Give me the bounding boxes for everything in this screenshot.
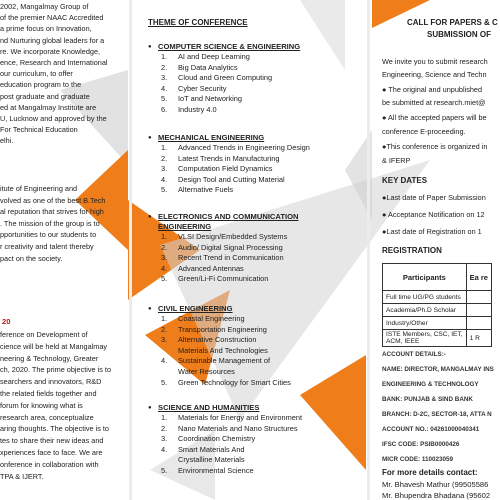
paragraph-line: al reputation that strives for high bbox=[0, 207, 104, 217]
section-title: ● ELECTRONICS AND COMMUNICATION bbox=[148, 212, 364, 222]
paragraph-line: 2002, Mangalmay Group of bbox=[0, 2, 89, 11]
section-title: ● MECHANICAL ENGINEERING bbox=[148, 133, 364, 143]
key-date-submission: ●Last date of Paper Submission bbox=[382, 193, 486, 202]
paragraph-line: volved as one of the best B.Tech bbox=[0, 195, 106, 205]
registration-title: REGISTRATION bbox=[382, 246, 442, 255]
topic-item: Cyber Security bbox=[178, 83, 227, 93]
topic-item: Environmental Science bbox=[178, 465, 254, 475]
topic-item: Cloud and Green Computing bbox=[178, 73, 273, 83]
participant-cell: ISTE Members, CSC, IET, ACM, IEEE bbox=[383, 330, 467, 347]
paragraph-line: a prime focus on Innovation, bbox=[0, 24, 92, 34]
paragraph-line: our curriculum, to offer bbox=[0, 69, 73, 79]
paragraph-line: aring thoughts. The objective is to bbox=[0, 424, 109, 434]
bullet-original-line1: ● The original and unpublished bbox=[382, 85, 483, 94]
left-panel bbox=[0, 0, 128, 500]
topic-item: Materials for Energy and Environment bbox=[178, 413, 303, 422]
paragraph-line: post graduate and graduate bbox=[0, 91, 90, 101]
account-ifsc: IFSC CODE: PSIB0000426 bbox=[382, 441, 460, 448]
paragraph-line: nd Nurturing global leaders for a bbox=[0, 35, 105, 45]
bullet-organized-line1: ●This conference is organized in bbox=[382, 142, 488, 151]
topic-item: VLSI Design/Embedded Systems bbox=[178, 232, 288, 241]
account-number: ACCOUNT NO.: 04261000040341 bbox=[382, 426, 480, 433]
paragraph-line: forum for knowing what is bbox=[0, 400, 83, 410]
paragraph-line: U, Lucknow and approved by the bbox=[0, 114, 107, 123]
paragraph-line: re. We incorporate Knowledge, bbox=[0, 46, 101, 56]
table-header-fee: Ea re bbox=[466, 264, 491, 291]
conference-heading: 20 bbox=[2, 317, 11, 326]
participant-cell: Full time UG/PG students bbox=[383, 291, 467, 304]
topic-item: Coordination Chemistry bbox=[178, 434, 256, 444]
paragraph-line: pact on the society. bbox=[0, 253, 63, 263]
topic-item: Alternative Fuels bbox=[178, 185, 234, 195]
theme-section bbox=[148, 212, 364, 285]
theme-section bbox=[148, 133, 364, 196]
right-panel bbox=[372, 0, 500, 500]
paragraph-line: xperiences face to face. We are bbox=[0, 448, 103, 457]
topic-item: Nano Materials and Nano Structures bbox=[178, 423, 298, 433]
paragraph-line: . The mission of the group is to bbox=[0, 218, 100, 228]
contact-title: For more details contact: bbox=[382, 468, 478, 477]
bullet-accepted-line1: ● All the accepted papers will be bbox=[382, 113, 487, 122]
bullet-accepted-line2: conference E-proceeding. bbox=[382, 127, 466, 136]
bullet-organized-line2: & IFERP bbox=[382, 156, 411, 165]
account-branch: BRANCH: D-2C, SECTOR-18, ATTA N bbox=[382, 411, 492, 418]
paragraph-line: r creativity and talent thereby bbox=[0, 242, 94, 251]
invite-line2: Engineering, Science and Techn bbox=[382, 70, 487, 79]
paragraph-line: TPA & IJERT. bbox=[0, 471, 44, 481]
account-details-title: ACCOUNT DETAILS:- bbox=[382, 351, 446, 358]
topic-item: Advanced Antennas bbox=[178, 263, 244, 273]
fee-cell: 1 R bbox=[466, 330, 491, 347]
fee-cell bbox=[466, 304, 491, 317]
paragraph-line: elhi. bbox=[0, 136, 14, 146]
topic-item: Transportation Engineering bbox=[178, 324, 267, 334]
paragraph-line: the related fields together and bbox=[0, 389, 97, 398]
paragraph-line: neering & Technology, Greater bbox=[0, 353, 99, 363]
bullet-original-line2: be submitted at research.miet@ bbox=[382, 98, 486, 107]
account-bank: BANK: PUNJAB & SIND BANK bbox=[382, 396, 473, 403]
table-row bbox=[383, 304, 492, 317]
topic-item: Latest Trends in Manufacturing bbox=[178, 153, 280, 163]
section-title-line2: ENGINEERING bbox=[158, 222, 212, 231]
paragraph-line: itute of Engineering and bbox=[0, 184, 78, 193]
theme-panel bbox=[134, 0, 366, 500]
section-title: ● SCIENCE AND HUMANITIES bbox=[148, 403, 364, 413]
account-name-line2: ENGINEERING & TECHNOLOGY bbox=[382, 381, 479, 388]
topic-item: Green Technology for Smart Cities bbox=[178, 377, 291, 387]
paragraph-line: For Technical Education bbox=[0, 125, 78, 135]
topic-item: Design Tool and Cutting Material bbox=[178, 174, 285, 184]
theme-title: THEME OF CONFERENCE bbox=[148, 18, 248, 27]
theme-section bbox=[148, 42, 364, 116]
paragraph-line: searchers and innovators, R&D bbox=[0, 377, 102, 387]
registration-table bbox=[382, 263, 492, 347]
paragraph-line: ed at Mangalmay Institute are bbox=[0, 102, 97, 112]
theme-section bbox=[148, 304, 364, 388]
paragraph-line: ference on Development of bbox=[0, 330, 88, 339]
paragraph-line: tes to share their new ideas and bbox=[0, 436, 104, 446]
fee-cell bbox=[466, 291, 491, 304]
paragraph-line: education program to the bbox=[0, 80, 82, 90]
key-date-registration: ●Last date of Registration on 1 bbox=[382, 227, 482, 236]
topic-item: Green/Li-Fi Communication bbox=[178, 274, 269, 284]
call-title-line2: SUBMISSION OF bbox=[427, 30, 492, 39]
topic-item: Industry 4.0 bbox=[178, 104, 217, 114]
topic-item: Big Data Analytics bbox=[178, 62, 238, 72]
paragraph-line: cience will be held at Mangalmay bbox=[0, 341, 108, 351]
section-title: ● COMPUTER SCIENCE & ENGINEERING bbox=[148, 42, 364, 52]
topic-item: Sustainable Management of Water Resources bbox=[178, 356, 271, 376]
theme-section bbox=[148, 403, 364, 477]
topic-item: Alternative Construction Materials And Technologies bbox=[178, 335, 268, 355]
topic-item: Smart Materials And Crystalline Materials bbox=[178, 444, 245, 465]
key-dates-title: KEY DATES bbox=[382, 176, 428, 185]
account-micr: MICR CODE: 110023059 bbox=[382, 456, 454, 463]
paragraph-line: ch, 2020. The prime objective is to bbox=[0, 365, 111, 375]
paragraph-line: ence, Research and International bbox=[0, 58, 108, 67]
fee-cell bbox=[466, 317, 491, 330]
table-header-participants: Participants bbox=[383, 264, 467, 291]
topic-item: Computation Field Dynamics bbox=[178, 164, 273, 174]
participant-cell: Academia/Ph.D Scholar bbox=[383, 304, 467, 317]
fold-separator-left bbox=[129, 0, 132, 500]
topic-item: IoT and Networking bbox=[178, 94, 242, 104]
section-title: ● CIVIL ENGINEERING bbox=[148, 304, 364, 314]
paragraph-line: pportunities to our students to bbox=[0, 230, 97, 240]
key-date-acceptance: ● Acceptance Notification on 12 bbox=[382, 210, 485, 219]
topic-item: Coastal Engineering bbox=[178, 314, 245, 323]
topic-item: Advanced Trends in Engineering Design bbox=[178, 143, 310, 152]
contact-person-2: Mr. Bhupendra Bhadana (95602 bbox=[382, 491, 491, 500]
paragraph-line: of the premier NAAC Accredited bbox=[0, 13, 104, 23]
topic-item: Audio/ Digital Signal Processing bbox=[178, 242, 283, 252]
contact-person-1: Mr. Bhavesh Mathur (99505586 bbox=[382, 480, 489, 489]
table-row bbox=[383, 291, 492, 304]
invite-line1: We invite you to submit research bbox=[382, 57, 488, 66]
topic-item: Recent Trend in Communication bbox=[178, 253, 284, 263]
paragraph-line: onference in collaboration with bbox=[0, 459, 99, 469]
call-title-line1: CALL FOR PAPERS & C bbox=[407, 18, 498, 27]
topic-item: AI and Deep Learning bbox=[178, 52, 250, 61]
fold-separator-right bbox=[367, 0, 370, 500]
account-name: NAME: DIRECTOR, MANGALMAY INS bbox=[382, 366, 494, 373]
paragraph-line: research area, conceptualize bbox=[0, 412, 94, 422]
table-row bbox=[383, 317, 492, 330]
table-row bbox=[383, 330, 492, 347]
participant-cell: Industry/Other bbox=[383, 317, 467, 330]
